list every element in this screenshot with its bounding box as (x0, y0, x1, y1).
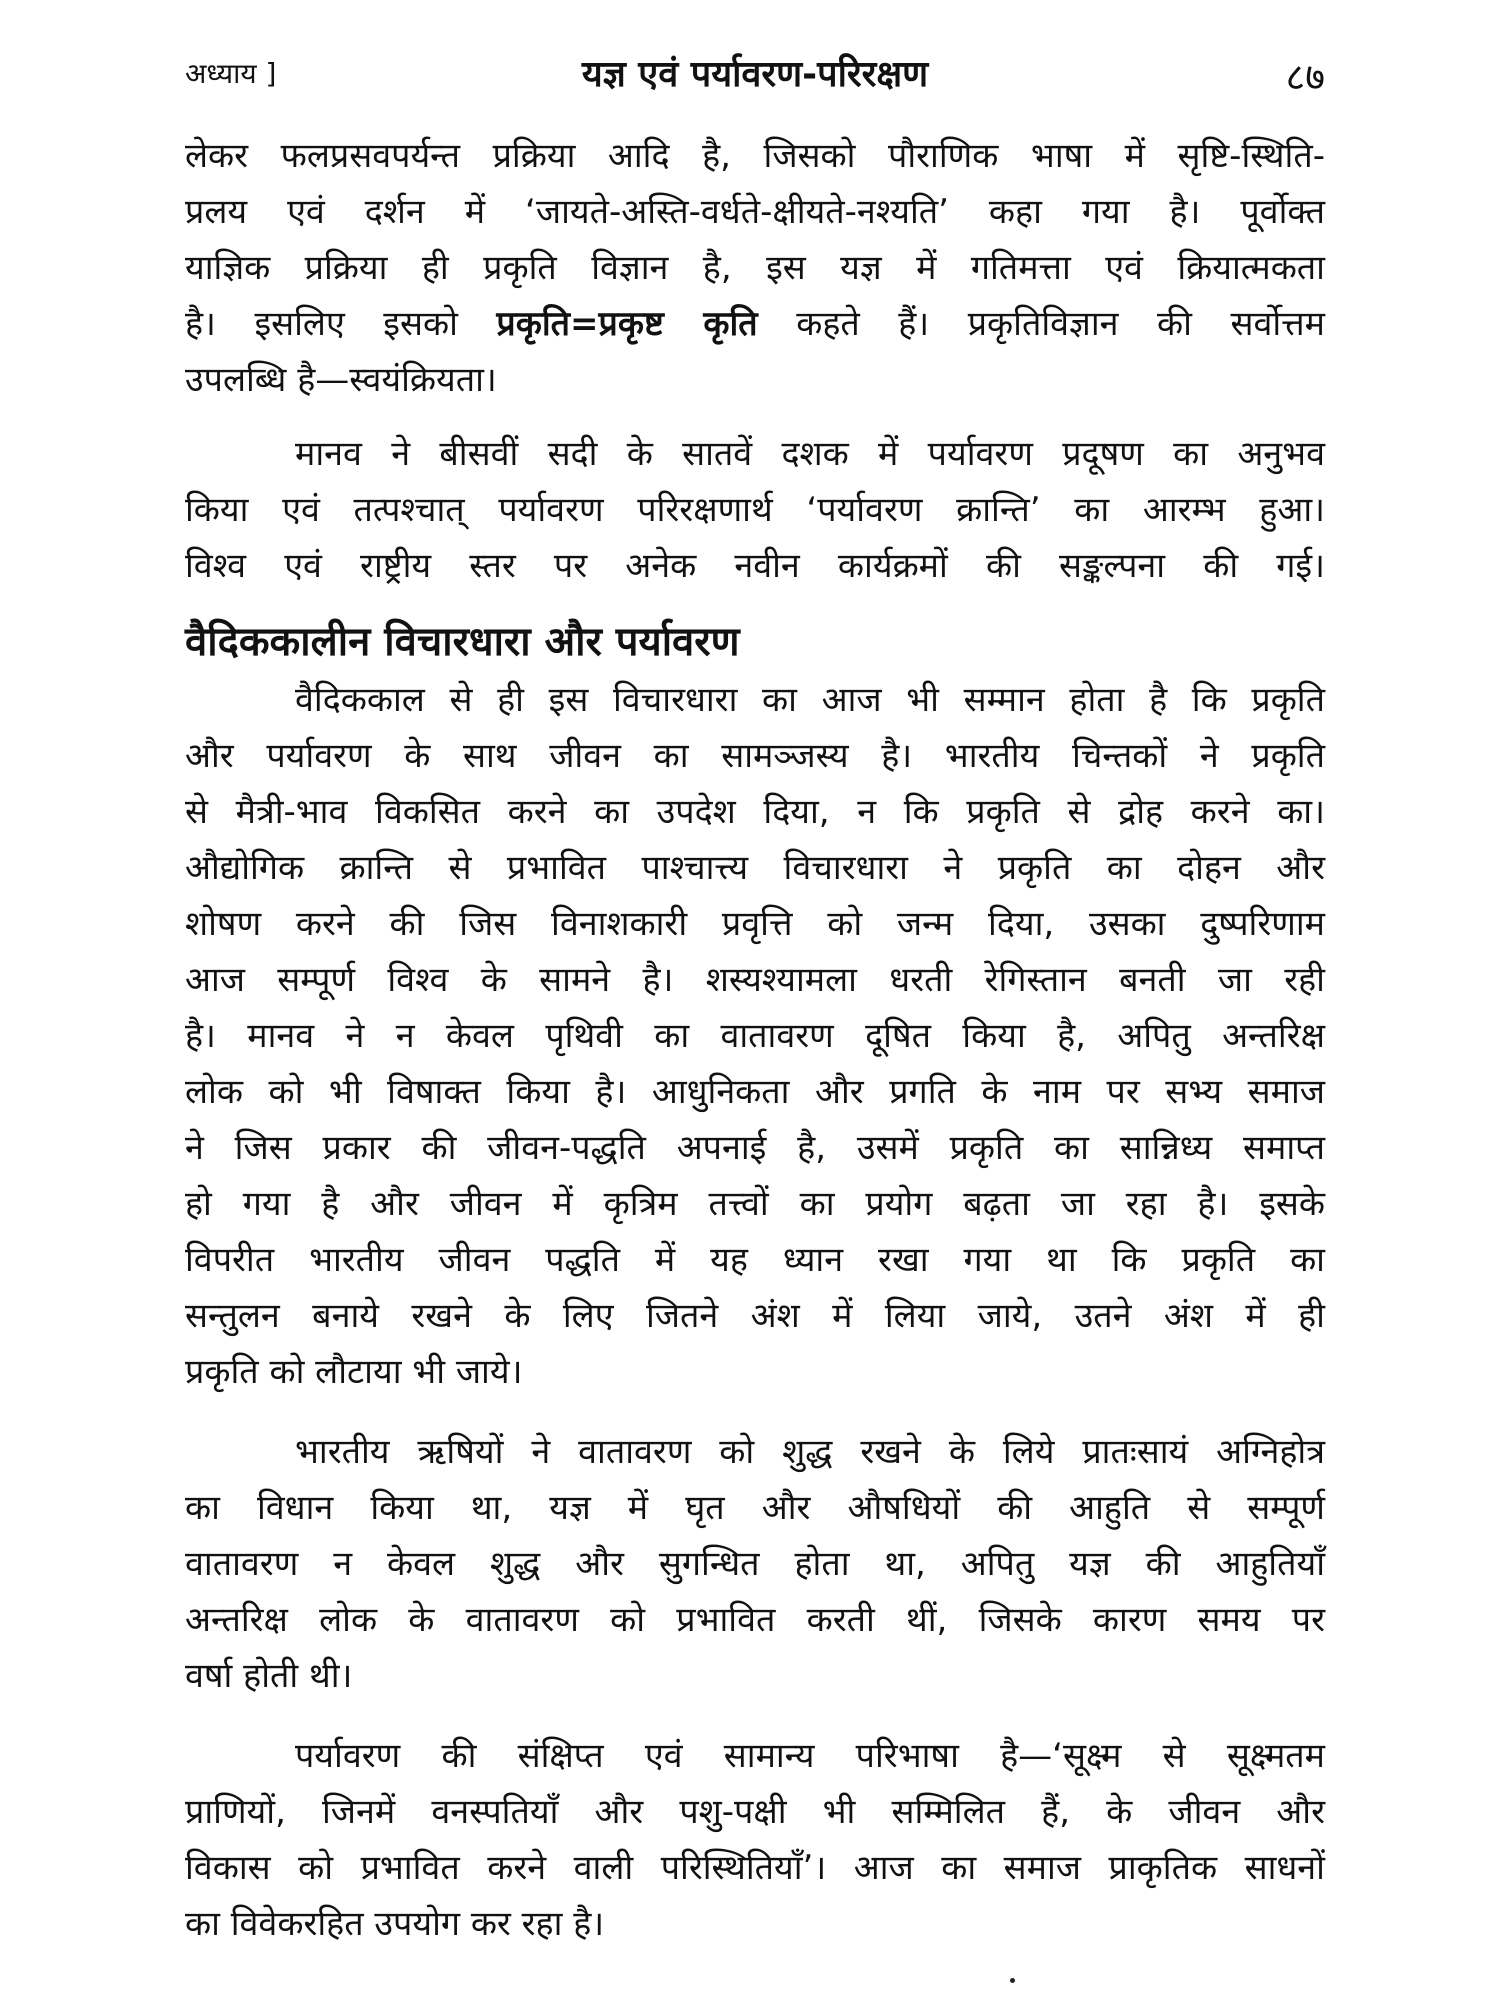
text-line: याज्ञिक प्रक्रिया ही प्रकृति विज्ञान है, इस यज्ञ में गतिमत्ता एवं क्रियात्मकता (185, 248, 1325, 288)
text-line: है। मानव ने न केवल पृथिवी का वातावरण दूषित किया है, अपितु अन्तरिक्ष (185, 1016, 1325, 1056)
paragraph-5 (185, 1728, 1325, 1952)
text-line: उपलब्धि है—स्वयंक्रियता। (185, 360, 497, 400)
text-segment: कहते हैं। प्रकृतिविज्ञान की सर्वोत्तम (796, 304, 1325, 344)
text-line: भारतीय ऋषियों ने वातावरण को शुद्ध रखने के लिये प्रातःसायं अग्निहोत्र (295, 1432, 1325, 1472)
running-header (185, 48, 1325, 108)
text-line: पर्यावरण की संक्षिप्त एवं सामान्य परिभाषा है—‘सूक्ष्म से सूक्ष्मतम (295, 1736, 1325, 1776)
text-line: लेकर फलप्रसवपर्यन्त प्रक्रिया आदि है, जिसको पौराणिक भाषा में सृष्टि-स्थिति- (185, 136, 1325, 176)
text-line: प्राणियों, जिनमें वनस्पतियाँ और पशु-पक्षी भी सम्मिलित हैं, के जीवन और (185, 1792, 1325, 1832)
chapter-label: अध्याय ] (185, 57, 277, 90)
section-heading: वैदिककालीन विचारधारा और पर्यावरण (185, 619, 740, 665)
text-line: से मैत्री-भाव विकसित करने का उपदेश दिया, न कि प्रकृति से द्रोह करने का। (185, 792, 1325, 832)
text-line: हो गया है और जीवन में कृत्रिम तत्त्वों का प्रयोग बढ़ता जा रहा है। इसके (185, 1184, 1325, 1224)
text-line: मानव ने बीसवीं सदी के सातवें दशक में पर्यावरण प्रदूषण का अनुभव (295, 434, 1325, 474)
running-title: यज्ञ एवं पर्यावरण-परिरक्षण (581, 54, 929, 95)
text-line: वर्षा होती थी। (185, 1656, 353, 1696)
text-segment: है। इसलिए इसको (185, 304, 458, 344)
text-line: किया एवं तत्पश्चात् पर्यावरण परिरक्षणार्थ ‘पर्यावरण क्रान्ति’ का आरम्भ हुआ। (185, 490, 1325, 530)
paragraph-2 (185, 426, 1325, 594)
text-line: लोक को भी विषाक्त किया है। आधुनिकता और प्रगति के नाम पर सभ्य समाज (185, 1072, 1325, 1112)
paragraph-3 (185, 672, 1325, 1400)
text-line: आज सम्पूर्ण विश्व के सामने है। शस्यश्यामला धरती रेगिस्तान बनती जा रही (185, 960, 1325, 1000)
text-line: सन्तुलन बनाये रखने के लिए जितने अंश में लिया जाये, उतने अंश में ही (185, 1296, 1325, 1336)
text-line: औद्योगिक क्रान्ति से प्रभावित पाश्चात्त्य विचारधारा ने प्रकृति का दोहन और (185, 848, 1325, 888)
text-line: का विधान किया था, यज्ञ में घृत और औषधियों की आहुति से सम्पूर्ण (185, 1488, 1325, 1528)
paragraph-1 (185, 128, 1325, 408)
text-line: शोषण करने की जिस विनाशकारी प्रवृत्ति को जन्म दिया, उसका दुष्परिणाम (185, 904, 1325, 944)
text-line: विकास को प्रभावित करने वाली परिस्थितियाँ’। आज का समाज प्राकृतिक साधनों (185, 1848, 1325, 1888)
text-line (185, 296, 1325, 352)
text-line: अन्तरिक्ष लोक के वातावरण को प्रभावित करती थीं, जिसके कारण समय पर (185, 1600, 1325, 1640)
bold-term: प्रकृति=प्रकृष्ट कृति (496, 304, 758, 344)
text-line: प्रलय एवं दर्शन में ‘जायते-अस्ति-वर्धते-क्षीयते-नश्यति’ कहा गया है। पूर्वोक्त (185, 192, 1325, 232)
print-speck (1010, 1978, 1015, 1983)
text-line: वैदिककाल से ही इस विचारधारा का आज भी सम्मान होता है कि प्रकृति (295, 680, 1325, 720)
text-line: विश्व एवं राष्ट्रीय स्तर पर अनेक नवीन कार्यक्रमों की सङ्कल्पना की गई। (185, 546, 1325, 586)
page-number: ८७ (1285, 55, 1325, 99)
text-line: वातावरण न केवल शुद्ध और सुगन्धित होता था, अपितु यज्ञ की आहुतियाँ (185, 1544, 1325, 1584)
text-line: और पर्यावरण के साथ जीवन का सामञ्जस्य है। भारतीय चिन्तकों ने प्रकृति (185, 736, 1325, 776)
text-line: विपरीत भारतीय जीवन पद्धति में यह ध्यान रखा गया था कि प्रकृति का (185, 1240, 1325, 1280)
text-line: ने जिस प्रकार की जीवन-पद्धति अपनाई है, उसमें प्रकृति का सान्निध्य समाप्त (185, 1128, 1325, 1168)
text-line: प्रकृति को लौटाया भी जाये। (185, 1352, 523, 1392)
text-line: का विवेकरहित उपयोग कर रहा है। (185, 1904, 605, 1944)
body-text (185, 128, 1325, 1952)
paragraph-4 (185, 1424, 1325, 1704)
